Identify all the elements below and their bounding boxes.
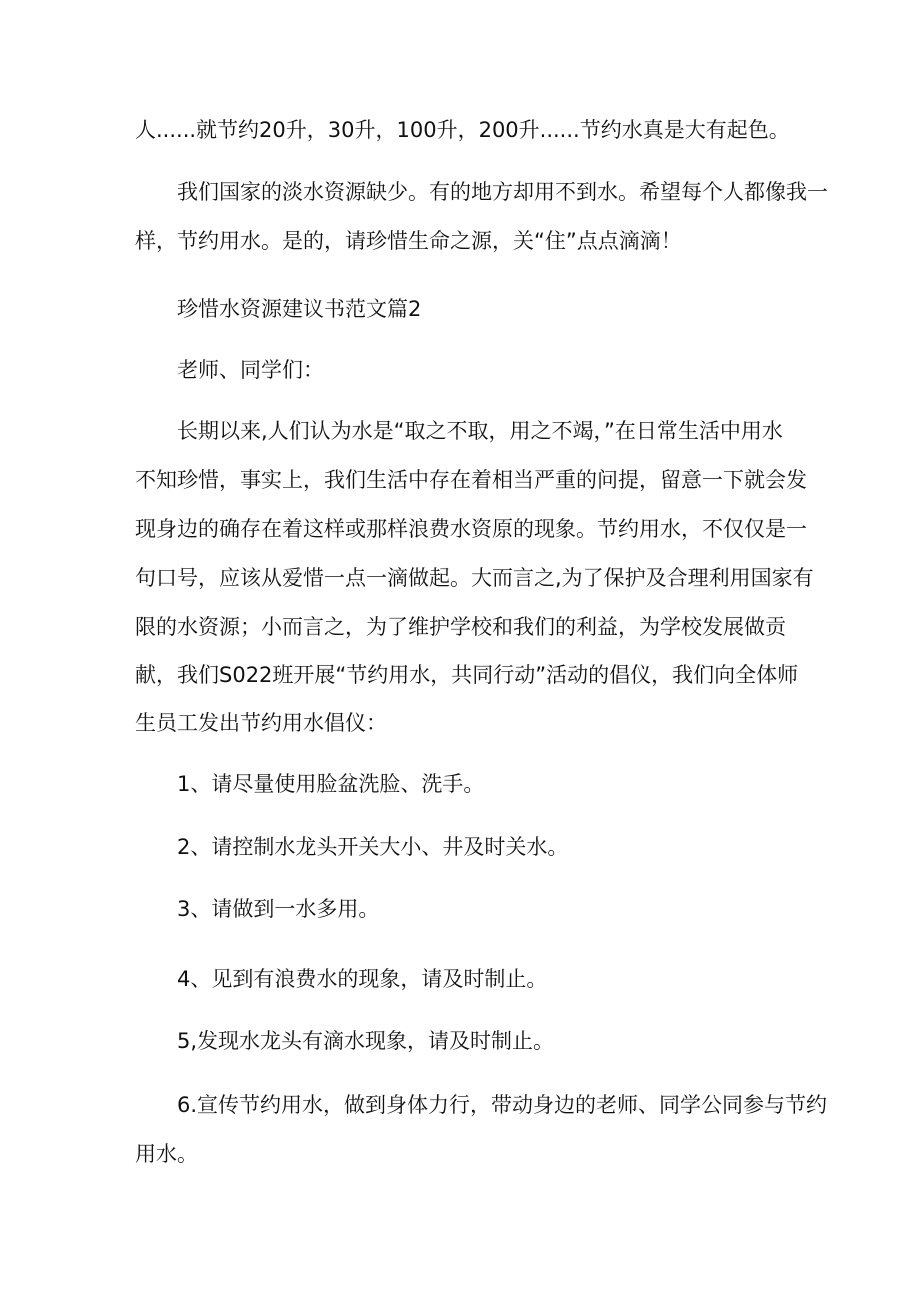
- list-item-continuation: 用水。: [135, 1142, 198, 1166]
- list-item: 3、请做到一水多用。: [177, 897, 380, 921]
- paragraph-line: 不知珍惜，事实上，我们生活中存在着相当严重的问提，留意一下就会发: [135, 468, 807, 492]
- list-item: 1、请尽量使用脸盆洗脸、洗手。: [177, 772, 485, 796]
- paragraph-line: 献，我们S022班开展“节约用水，共同行动”活动的倡仪，我们向全体师: [135, 663, 799, 687]
- salutation: 老师、同学们：: [177, 358, 324, 382]
- section-heading: 珍惜水资源建议书范文篇2: [177, 297, 422, 321]
- list-item: 4、见到有浪费水的现象，请及时制止。: [177, 967, 548, 991]
- paragraph-line: 生员工发出节约用水倡仪：: [135, 711, 387, 735]
- list-item: 6.宣传节约用水，做到身体力行，带动身边的老师、同学公同参与节约: [177, 1093, 828, 1117]
- paragraph-line: 样，节约用水。是的，请珍惜生命之源，关“住”点点滴滴！: [135, 229, 682, 253]
- list-item: 2、请控制水龙头开关大小、井及时关水。: [177, 835, 569, 859]
- paragraph-line: 人......就节约20升，30升，100升，200升......节约水真是大有起色。: [135, 118, 790, 142]
- list-item: 5,发现水龙头有滴水现象，请及时制止。: [177, 1029, 555, 1053]
- paragraph-line: 现身边的确存在着这样或那样浪费水资原的现象。节约用水，不仅仅是一: [135, 517, 807, 541]
- paragraph-line: 长期以来,人们认为水是“取之不取，用之不竭，”在日常生活中用水: [177, 419, 783, 443]
- paragraph-line: 我们国家的淡水资源缺少。有的地方却用不到水。希望每个人都像我一: [177, 180, 828, 204]
- paragraph-line: 限的水资源；小而言之，为了维护学校和我们的利益，为学校发展做贡: [135, 615, 786, 639]
- paragraph-line: 句口号，应该从爱惜一点一滴做起。大而言之,为了保护及合理利用国家有: [135, 566, 814, 590]
